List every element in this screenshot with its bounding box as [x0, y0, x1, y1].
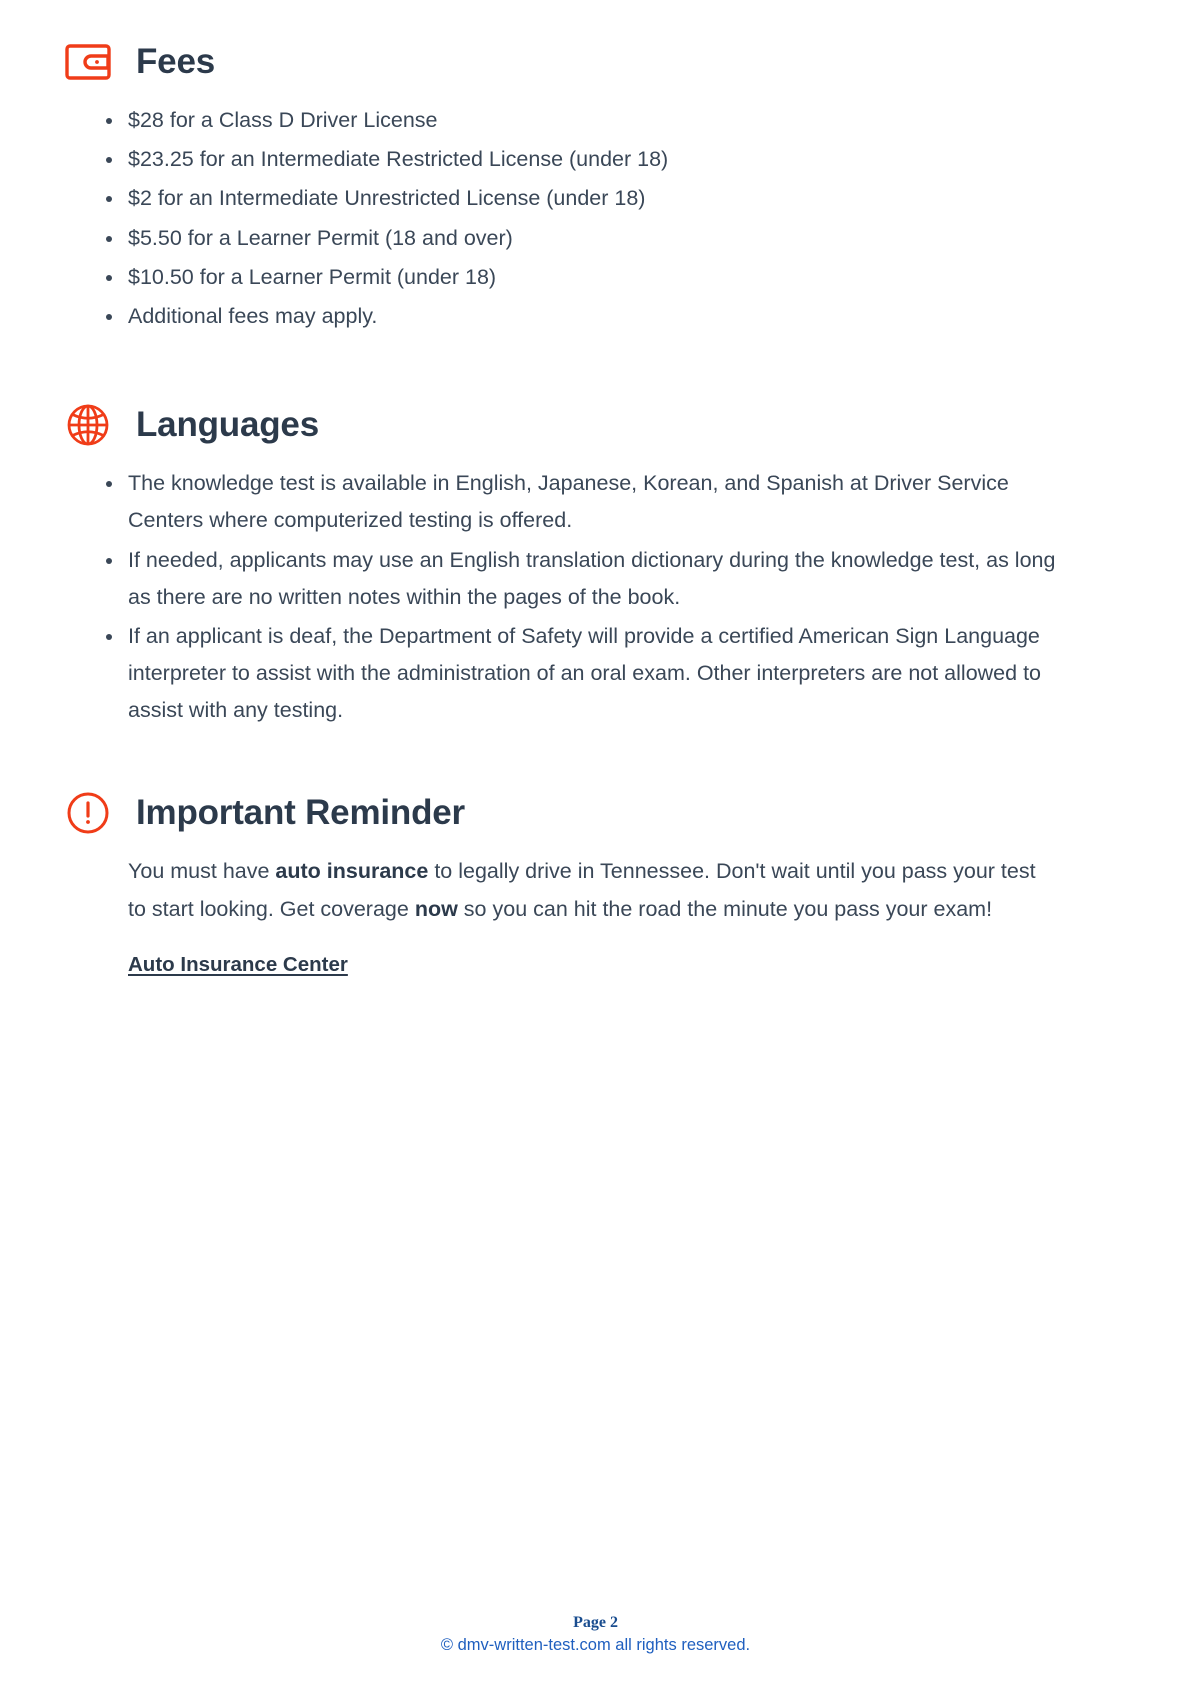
section-important-reminder — [62, 787, 1081, 976]
globe-icon — [62, 399, 114, 451]
reminder-bold-now: now — [414, 896, 458, 921]
list-item: $2 for an Intermediate Unrestricted License (under 18) — [128, 180, 1081, 217]
exclamation-circle-icon — [62, 787, 114, 839]
list-item: The knowledge test is available in English, Japanese, Korean, and Spanish at Driver Service Centers where computerized testing is offered. — [128, 465, 1081, 539]
section-header-important-reminder — [62, 787, 1081, 839]
section-fees — [62, 36, 1081, 335]
reminder-paragraph — [62, 853, 1081, 927]
page-footer — [0, 1611, 1191, 1658]
auto-insurance-center-link[interactable]: Auto Insurance Center — [128, 952, 348, 976]
list-item: $28 for a Class D Driver License — [128, 102, 1081, 139]
languages-list — [62, 465, 1081, 729]
reminder-bold-auto-insurance: auto insurance — [275, 859, 429, 884]
section-languages — [62, 399, 1081, 729]
section-header-fees — [62, 36, 1081, 88]
footer-copyright: © dmv-written-test.com all rights reserved. — [440, 1636, 751, 1655]
fees-list — [62, 102, 1081, 335]
section-title-fees: Fees — [136, 41, 215, 81]
section-title-important-reminder: Important Reminder — [136, 793, 465, 833]
reminder-text-part-1: You must have — [128, 859, 276, 884]
spacer — [62, 731, 1081, 787]
wallet-icon — [62, 36, 114, 88]
reminder-text-part-2: to legally drive in Tennessee. Don't wait until you pass your test to start looking. Get coverage — [128, 859, 1036, 921]
footer-page-number: Page 2 — [573, 1613, 618, 1631]
list-item: Additional fees may apply. — [128, 298, 1081, 335]
list-item: $10.50 for a Learner Permit (under 18) — [128, 259, 1081, 296]
reminder-text-part-3: so you can hit the road the minute you pass your exam! — [457, 896, 993, 921]
auto-insurance-link-row — [62, 953, 1081, 977]
list-item: If needed, applicants may use an English translation dictionary during the knowledge test, as long as there are no written notes within the pages of the book. — [128, 542, 1081, 616]
list-item: $23.25 for an Intermediate Restricted License (under 18) — [128, 141, 1081, 178]
list-item: If an applicant is deaf, the Department of Safety will provide a certified American Sign Language interpreter to assist with the administration of an oral exam. Other interpreters are not allowed to assist with any testing. — [128, 618, 1081, 730]
list-item: $5.50 for a Learner Permit (18 and over) — [128, 220, 1081, 257]
section-header-languages — [62, 399, 1081, 451]
spacer — [62, 337, 1081, 399]
section-title-languages: Languages — [136, 404, 319, 444]
